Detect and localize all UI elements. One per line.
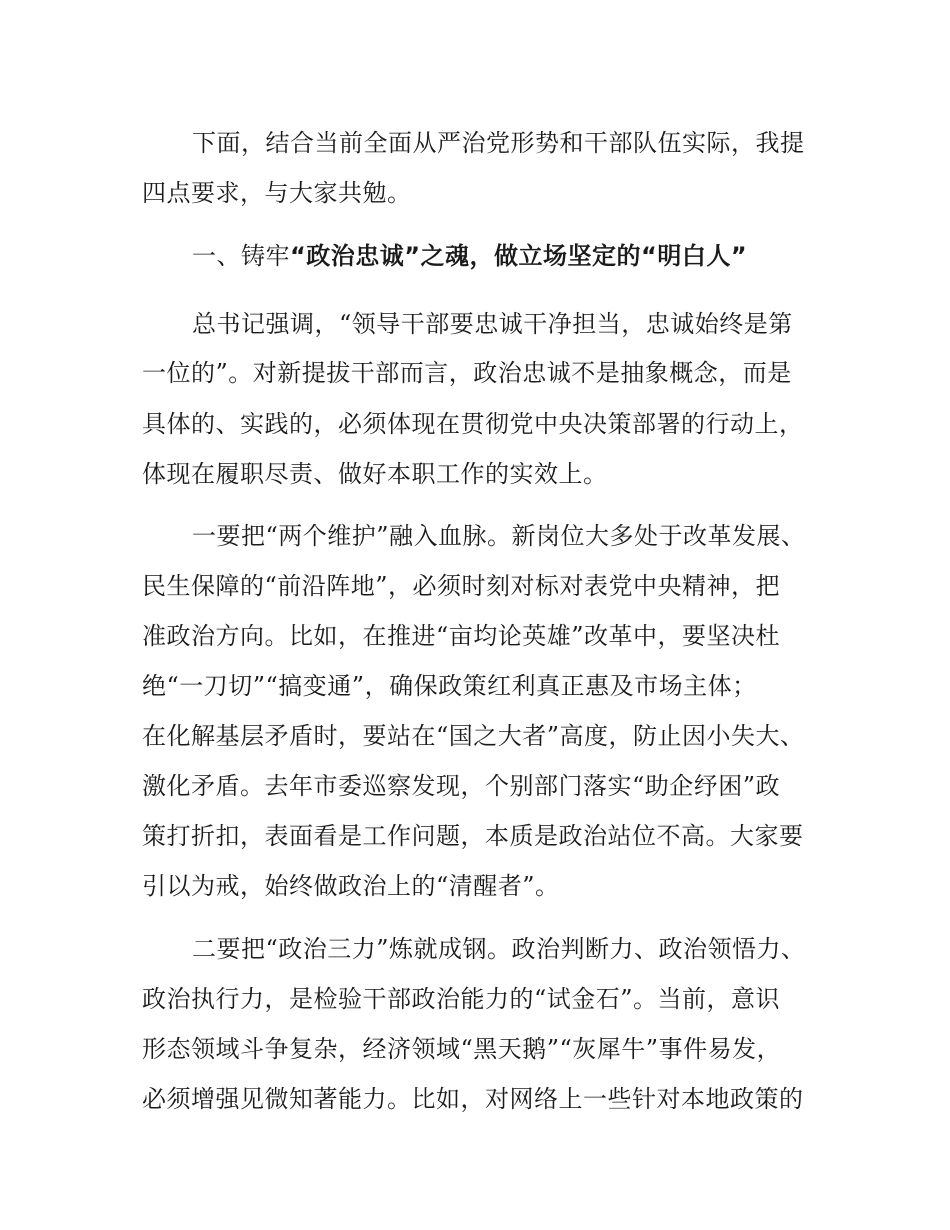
paragraph-line: 策打折扣，表面看是工作问题，本质是政治站位不高。大家要 xyxy=(142,822,804,850)
paragraph-line: 体现在履职尽责、做好本职工作的实效上。 xyxy=(142,460,608,488)
section-heading-title: “政治忠诚”之魂，做立场坚定的“明白人” xyxy=(290,242,748,270)
paragraph-line: 四点要求，与大家共勉。 xyxy=(142,179,412,207)
paragraph-line: 引以为戒，始终做政治上的“清醒者”。 xyxy=(142,872,560,900)
paragraph-line: 一位的”。对新提拔干部而言，政治忠诚不是抽象概念，而是 xyxy=(142,359,792,387)
paragraph-line: 在化解基层矛盾时，要站在“国之大者”高度，防止因小失大、 xyxy=(142,722,805,750)
paragraph-line: 形态领域斗争复杂，经济领域“黑天鹅”“灰犀牛”事件易发， xyxy=(142,1035,782,1063)
paragraph-line: 下面，结合当前全面从严治党形势和干部队伍实际，我提 xyxy=(192,129,805,157)
paragraph-line: 绝“一刀切”“搞变通”，确保政策红利真正惠及市场主体； xyxy=(142,672,757,700)
paragraph-line: 一要把“两个维护”融入血脉。新岗位大多处于改革发展、 xyxy=(192,522,806,550)
paragraph-line: 总书记强调，“领导干部要忠诚干净担当，忠诚始终是第 xyxy=(192,310,793,338)
paragraph-line: 具体的、实践的，必须体现在贯彻党中央决策部署的行动上， xyxy=(142,410,804,438)
paragraph-line: 准政治方向。比如，在推进“亩均论英雄”改革中，要坚决杜 xyxy=(142,622,781,650)
paragraph-line: 二要把“政治三力”炼就成钢。政治判断力、政治领悟力、 xyxy=(192,935,806,963)
paragraph-line: 激化矛盾。去年市委巡察发现，个别部门落实“助企纾困”政 xyxy=(142,772,781,800)
paragraph-line: 政治执行力，是检验干部政治能力的“试金石”。当前，意识 xyxy=(142,985,781,1013)
section-heading-prefix: 一、铸牢 xyxy=(192,242,290,270)
paragraph-line: 必须增强见微知著能力。比如，对网络上一些针对本地政策的 xyxy=(142,1085,804,1113)
paragraph-line: 民生保障的“前沿阵地”，必须时刻对标对表党中央精神，把 xyxy=(142,572,781,600)
section-heading xyxy=(192,241,747,271)
